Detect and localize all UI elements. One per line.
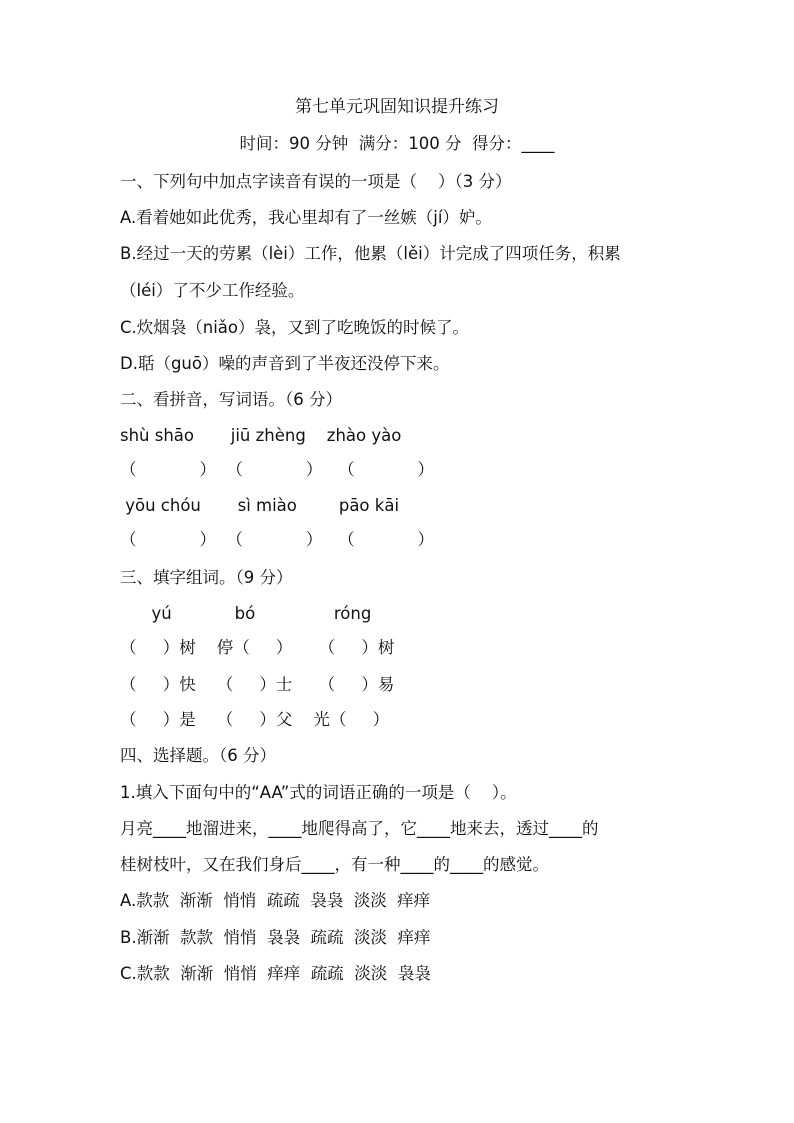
section3-row2: （ ）快 （ ）士 （ ）易: [120, 675, 395, 694]
section1-option-c: C.炊烟袅（niǎo）袅，又到了吃晚饭的时候了。: [120, 318, 470, 337]
section1-option-a: A.看着她如此优秀，我心里却有了一丝嫉（jí）妒。: [120, 208, 492, 227]
section1-option-b-line2: （léi）了不少工作经验。: [120, 281, 305, 300]
section4-option-b: B.渐渐 款款 悄悄 袅袅 疏疏 淡淡 痒痒: [120, 928, 431, 947]
exam-meta: 时间：90 分钟 满分：100 分 得分：____: [239, 134, 555, 153]
section1-option-b-line1: B.经过一天的劳累（lèi）工作，他累（lěi）计完成了四项任务，积累: [120, 244, 621, 263]
section4-question1: 1.填入下面句中的“AA”式的词语正确的一项是（ ）。: [120, 783, 517, 802]
page-title: 第七单元巩固知识提升练习: [295, 97, 499, 117]
section2-blank-row1: （ ） （ ） （ ）: [120, 460, 435, 479]
section4-sentence-line2: 桂树枝叶，又在我们身后____，有一种____的____的感觉。: [120, 855, 549, 874]
section2-pinyin-row2: yōu chóu sì miào pāo kāi: [120, 496, 400, 515]
section2-heading: 二、看拼音，写词语。（6 分）: [120, 390, 342, 409]
section4-option-c: C.款款 渐渐 悄悄 痒痒 疏疏 淡淡 袅袅: [120, 964, 431, 983]
section3-row3: （ ）是 （ ）父 光（ ）: [120, 710, 390, 729]
section1-option-d: D.聒（guō）噪的声音到了半夜还没停下来。: [120, 354, 450, 373]
section3-row1: （ ）树 停（ ） （ ）树: [120, 638, 395, 657]
section2-blank-row2: （ ） （ ） （ ）: [120, 530, 435, 549]
section2-pinyin-row1: shù shāo jiū zhèng zhào yào: [120, 426, 402, 445]
section4-sentence-line1: 月亮____地溜进来，____地爬得高了，它____地来去，透过____的: [120, 819, 599, 838]
section1-heading: 一、下列句中加点字读音有误的一项是（ ）（3 分）: [120, 172, 512, 191]
section4-heading: 四、选择题。（6 分）: [120, 746, 276, 765]
section4-option-a: A.款款 渐渐 悄悄 疏疏 袅袅 淡淡 痒痒: [120, 891, 431, 910]
section3-heading: 三、填字组词。（9 分）: [120, 568, 293, 587]
section3-pinyin-row: yú bó róng: [120, 604, 372, 623]
